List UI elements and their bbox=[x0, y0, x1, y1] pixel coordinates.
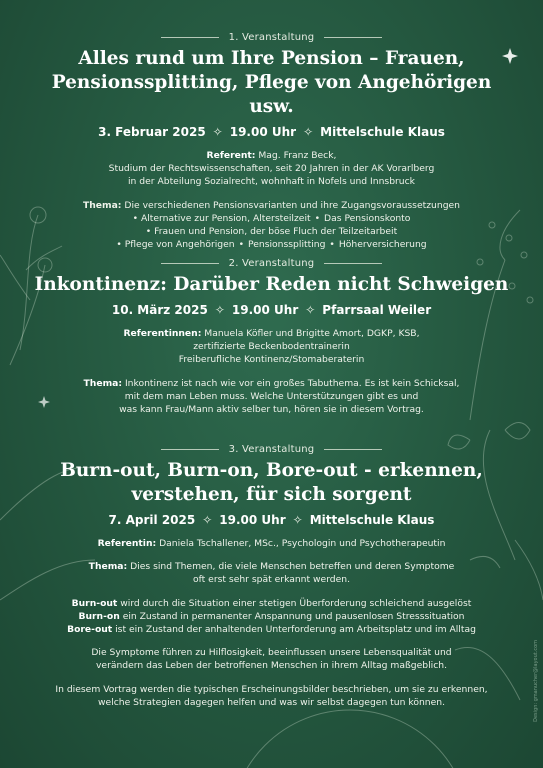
topic-text: oft erst sehr spät erkannt werden. bbox=[192, 574, 351, 586]
definitions bbox=[30, 597, 513, 637]
speaker-label: Referentinnen: bbox=[123, 328, 202, 339]
event-number: 3. Veranstaltung bbox=[228, 444, 315, 455]
paragraph-line: In diesem Vortrag werden die typischen Erscheinungsbilder beschrieben, um sie zu erkennen, bbox=[55, 683, 488, 695]
event-date: 3. Februar 2025 bbox=[98, 125, 206, 139]
sparkle-icon: ✧ bbox=[214, 303, 225, 317]
sparkle-icon: ✧ bbox=[292, 513, 303, 527]
event-venue: Mittelschule Klaus bbox=[320, 125, 445, 139]
title-line: Burn-out, Burn-on, Bore-out - erkennen, bbox=[60, 460, 483, 481]
topic-label: Thema: bbox=[83, 377, 123, 389]
event-1 bbox=[30, 32, 513, 251]
event-meta bbox=[30, 125, 513, 139]
definition-item bbox=[30, 623, 513, 636]
speaker-detail: Studium der Rechtswissenschaften, seit 20 Jahren in der AK Vorarlberg bbox=[108, 163, 435, 175]
topic-text: Die verschiedenen Pensionsvarianten und ihre Zugangsvoraussetzungen bbox=[124, 199, 460, 211]
sparkle-icon: ✧ bbox=[202, 513, 213, 527]
topic-info bbox=[30, 377, 513, 417]
sparkle-icon: ✧ bbox=[303, 125, 314, 139]
event-venue: Mittelschule Klaus bbox=[309, 513, 435, 527]
divider bbox=[324, 263, 382, 264]
speaker-detail: zertifizierte Beckenbodentrainerin bbox=[193, 341, 350, 353]
event-2 bbox=[30, 258, 513, 416]
sparkle-icon: ✧ bbox=[212, 125, 223, 139]
topic-row: • Frauen und Pension, der böse Fluch der Teilzeitarbeit bbox=[145, 225, 398, 237]
definition-item bbox=[30, 610, 513, 623]
definition-term: Bore-out bbox=[67, 624, 113, 636]
topic-label: Thema: bbox=[88, 561, 128, 573]
topic-text: mit dem man Leben muss. Welche Unterstützungen gibt es und bbox=[124, 390, 419, 402]
topic-item: Pensionssplitting bbox=[248, 238, 326, 250]
title-line: Pensionssplitting, Pflege von Angehörigen usw. bbox=[51, 72, 492, 117]
topic-item: Pflege von Angehörigen bbox=[124, 238, 235, 250]
speaker-label: Referentin: bbox=[97, 538, 157, 549]
topic-info bbox=[30, 560, 513, 586]
sparkle-icon: ✧ bbox=[305, 303, 316, 317]
divider bbox=[324, 37, 382, 38]
event-time: 19.00 Uhr bbox=[229, 125, 297, 139]
design-credit: Design: gmanucher@layout.com bbox=[533, 640, 539, 722]
event-venue: Pfarrsaal Weiler bbox=[322, 303, 432, 317]
topic-item: Frauen und Pension, der böse Fluch der Teilzeitarbeit bbox=[154, 225, 398, 237]
topic-item: Alternative zur Pension, Altersteilzeit bbox=[140, 212, 311, 224]
speaker-detail: in der Abteilung Sozialrecht, wohnhaft in Nofels und Innsbruck bbox=[127, 176, 416, 188]
speaker-info bbox=[30, 327, 513, 367]
paragraph-line: welche Strategien dagegen helfen und was wir selbst dagegen tun können. bbox=[97, 696, 446, 708]
event-meta bbox=[30, 513, 513, 527]
event-title bbox=[30, 273, 513, 297]
divider bbox=[161, 37, 219, 38]
event-date: 10. März 2025 bbox=[111, 303, 208, 317]
event-header bbox=[30, 444, 513, 455]
topic-text: was kann Frau/Mann aktiv selber tun, hören sie in diesem Vortrag. bbox=[119, 404, 424, 416]
divider bbox=[161, 449, 219, 450]
speaker-label: Referent: bbox=[206, 150, 256, 161]
topic-item: Höherversicherung bbox=[338, 238, 427, 250]
speaker-name: Daniela Tschallener, MSc., Psychologin und Psychotherapeutin bbox=[159, 538, 446, 549]
paragraph-line: Die Symptome führen zu Hilflosigkeit, beeinflussen unsere Lebensqualität und bbox=[91, 647, 452, 659]
event-header bbox=[30, 32, 513, 43]
event-title bbox=[30, 47, 513, 119]
definition-term: Burn-out bbox=[71, 597, 118, 609]
topic-item: Das Pensionskonto bbox=[324, 212, 411, 224]
divider bbox=[161, 263, 219, 264]
speaker-detail: Freiberufliche Kontinenz/Stomaberaterin bbox=[178, 354, 365, 366]
title-line: Inkontinenz: Darüber Reden nicht Schweigen bbox=[34, 274, 509, 295]
topic-text: Dies sind Themen, die viele Menschen betreffen und deren Symptome bbox=[130, 561, 455, 573]
event-number: 1. Veranstaltung bbox=[228, 32, 315, 43]
definition-item bbox=[30, 597, 513, 610]
event-header bbox=[30, 258, 513, 269]
event-date: 7. April 2025 bbox=[108, 513, 196, 527]
definition-text: ist ein Zustand der anhaltenden Unterforderung am Arbeitsplatz und im Alltag bbox=[115, 624, 476, 636]
definition-text: wird durch die Situation einer stetigen Überforderung schleichend ausgelöst bbox=[120, 597, 472, 609]
paragraph bbox=[30, 683, 513, 709]
paragraph-line: verändern das Leben der betroffenen Menschen in ihrem Alltag maßgeblich. bbox=[95, 660, 448, 672]
title-line: verstehen, für sich sorgent bbox=[131, 484, 412, 505]
topic-row: • Alternative zur Pension, Altersteilzeit • Das Pensionskonto bbox=[132, 212, 411, 224]
topic-info bbox=[30, 199, 513, 251]
speaker-info bbox=[30, 149, 513, 189]
event-number: 2. Veranstaltung bbox=[228, 258, 315, 269]
speaker-name: Mag. Franz Beck, bbox=[258, 150, 337, 161]
title-line: Alles rund um Ihre Pension – Frauen, bbox=[78, 48, 465, 69]
event-time: 19.00 Uhr bbox=[219, 513, 286, 527]
event-title bbox=[30, 459, 513, 507]
definition-term: Burn-on bbox=[78, 610, 120, 622]
speaker-info bbox=[30, 537, 513, 550]
event-3 bbox=[30, 444, 513, 709]
topic-text: Inkontinenz ist nach wie vor ein großes Tabuthema. Es ist kein Schicksal, bbox=[124, 377, 460, 389]
topic-label: Thema: bbox=[83, 199, 122, 211]
divider bbox=[324, 449, 382, 450]
topic-row: • Pflege von Angehörigen • Pensionssplitting • Höherversicherung bbox=[116, 238, 427, 250]
event-meta bbox=[30, 303, 513, 317]
event-time: 19.00 Uhr bbox=[231, 303, 299, 317]
speaker-name: Manuela Köfler und Brigitte Amort, DGKP, KSB, bbox=[204, 328, 420, 339]
definition-text: ein Zustand in permanenter Anspannung und pausenlosen Stresssituation bbox=[122, 610, 465, 622]
paragraph bbox=[30, 646, 513, 672]
